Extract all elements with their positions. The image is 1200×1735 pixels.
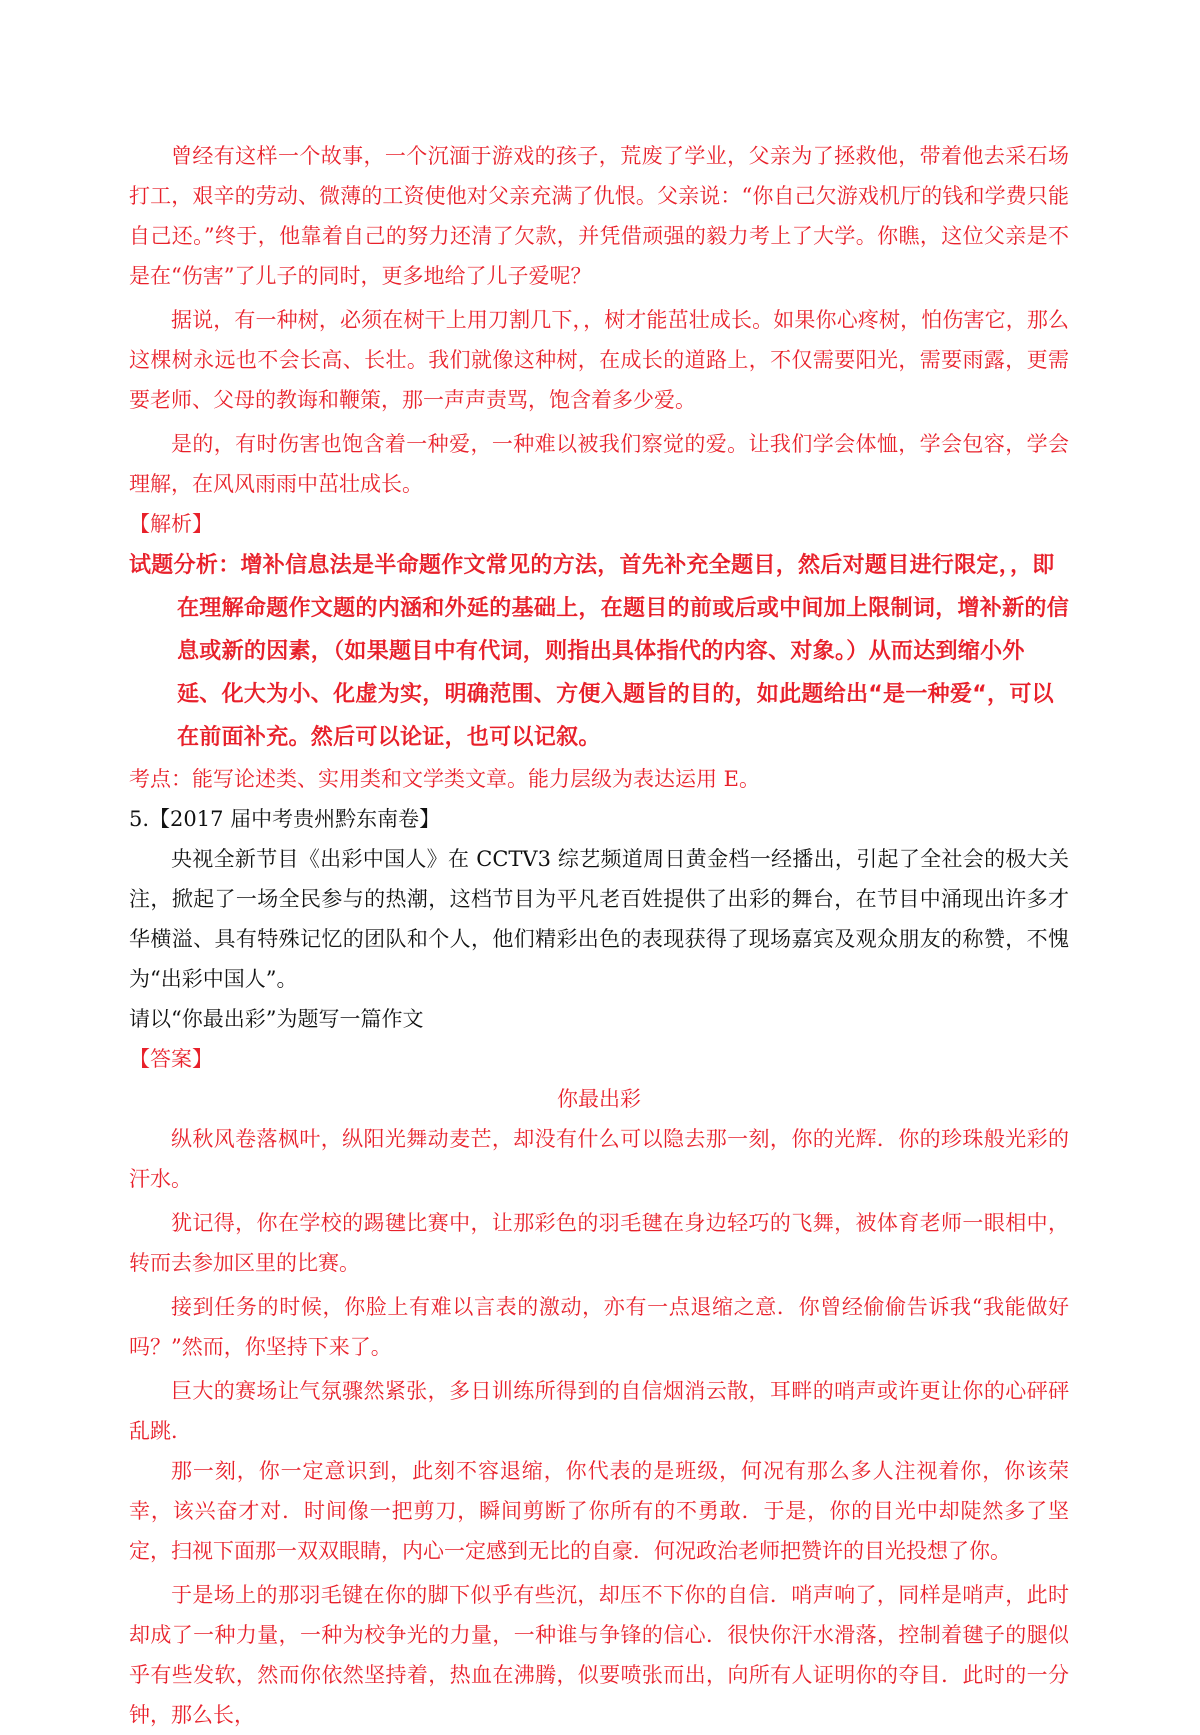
essay-paragraph-1: 纵秋风卷落枫叶，纵阳光舞动麦芒，却没有什么可以隐去那一刻，你的光辉．你的珍珠般光彩的汗水。 — [129, 1127, 1069, 1191]
essay-title: 你最出彩 — [557, 1087, 641, 1111]
question-prompt: 央视全新节目《出彩中国人》在 CCTV3 综艺频道周日黄金档一经播出，引起了全社会的极大关注，掀起了一场全民参与的热潮，这档节目为平凡老百姓提供了出彩的舞台，在节目中涌现出许多才华横溢、具有特殊记忆的团队和个人，他们精彩出色的表现获得了现场嘉宾及观众朋友的称赞，不愧为“出彩中国人”。 — [129, 847, 1069, 991]
analysis-text: 试题分析：增补信息法是半命题作文常见的方法，首先补充全题目，然后对题目进行限定，，即在理解命题作文题的内涵和外延的基础上，在题目的前或后或中间加上限制词，增补新的信息或新的因素，（如果题目中有代词，则指出具体指代的内容、对象。）从而达到缩小外延、化大为小、化虚为实，明确范围、方便入题旨的目的，如此题给出“是一种爱“，可以在前面补充。然后可以论证，也可以记叙。 — [129, 553, 1070, 750]
essay-paragraph-2: 犹记得，你在学校的踢毽比赛中，让那彩色的羽毛毽在身边轻巧的飞舞，被体育老师一眼相中，转而去参加区里的比赛。 — [129, 1211, 1069, 1275]
answer-paragraph-3: 是的，有时伤害也饱含着一种爱，一种难以被我们察觉的爱。让我们学会体恤，学会包容，学会理解，在风风雨雨中茁壮成长。 — [129, 432, 1069, 496]
essay-paragraph-4: 巨大的赛场让气氛骤然紧张，多日训练所得到的自信烟消云散，耳畔的哨声或许更让你的心砰砰乱跳． — [129, 1379, 1069, 1443]
question-instruction: 请以“你最出彩”为题写一篇作文 — [129, 1007, 424, 1031]
essay-paragraph-6: 于是场上的那羽毛键在你的脚下似乎有些沉，却压不下你的自信．哨声响了，同样是哨声，此时却成了一种力量，一种为校争光的力量，一种谁与争锋的信心．很快你汗水滑落，控制着毽子的腿似乎有些发软，然而你依然坚持着，热血在沸腾，似要喷张而出，向所有人证明你的夺目．此时的一分钟，那么长， — [129, 1583, 1069, 1727]
page-content — [129, 136, 1069, 1735]
question-header: 5.【2017 届中考贵州黔东南卷】 — [129, 807, 441, 831]
answer-label: 【答案】 — [129, 1047, 213, 1071]
answer-paragraph-1: 曾经有这样一个故事，一个沉湎于游戏的孩子，荒废了学业，父亲为了拯救他，带着他去采石场打工，艰辛的劳动、微薄的工资使他对父亲充满了仇恨。父亲说：“你自己欠游戏机厅的钱和学费只能自己还。”终于，他靠着自己的努力还清了欠款，并凭借顽强的毅力考上了大学。你瞧，这位父亲是不是在“伤害”了儿子的同时，更多地给了儿子爱呢？ — [129, 144, 1069, 288]
answer-paragraph-2: 据说，有一种树，必须在树干上用刀割几下，，树才能茁壮成长。如果你心疼树，怕伤害它，那么这棵树永远也不会长高、长壮。我们就像这种树，在成长的道路上，不仅需要阳光，需要雨露，更需要老师、父母的教诲和鞭策，那一声声责骂，饱含着多少爱。 — [129, 308, 1069, 412]
analysis-label: 【解析】 — [129, 512, 213, 536]
kaodian-text: 考点：能写论述类、实用类和文学类文章。能力层级为表达运用 E。 — [129, 767, 761, 791]
essay-paragraph-3: 接到任务的时候，你脸上有难以言表的激动，亦有一点退缩之意．你曾经偷偷告诉我“我能做好吗？”然而，你坚持下来了。 — [129, 1295, 1069, 1359]
essay-paragraph-5: 那一刻，你一定意识到，此刻不容退缩，你代表的是班级，何况有那么多人注视着你，你该荣幸，该兴奋才对．时间像一把剪刀，瞬间剪断了你所有的不勇敢．于是，你的目光中却陡然多了坚定，扫视下面那一双双眼睛，内心一定感到无比的自豪．何况政治老师把赞许的目光投想了你。 — [129, 1459, 1069, 1563]
